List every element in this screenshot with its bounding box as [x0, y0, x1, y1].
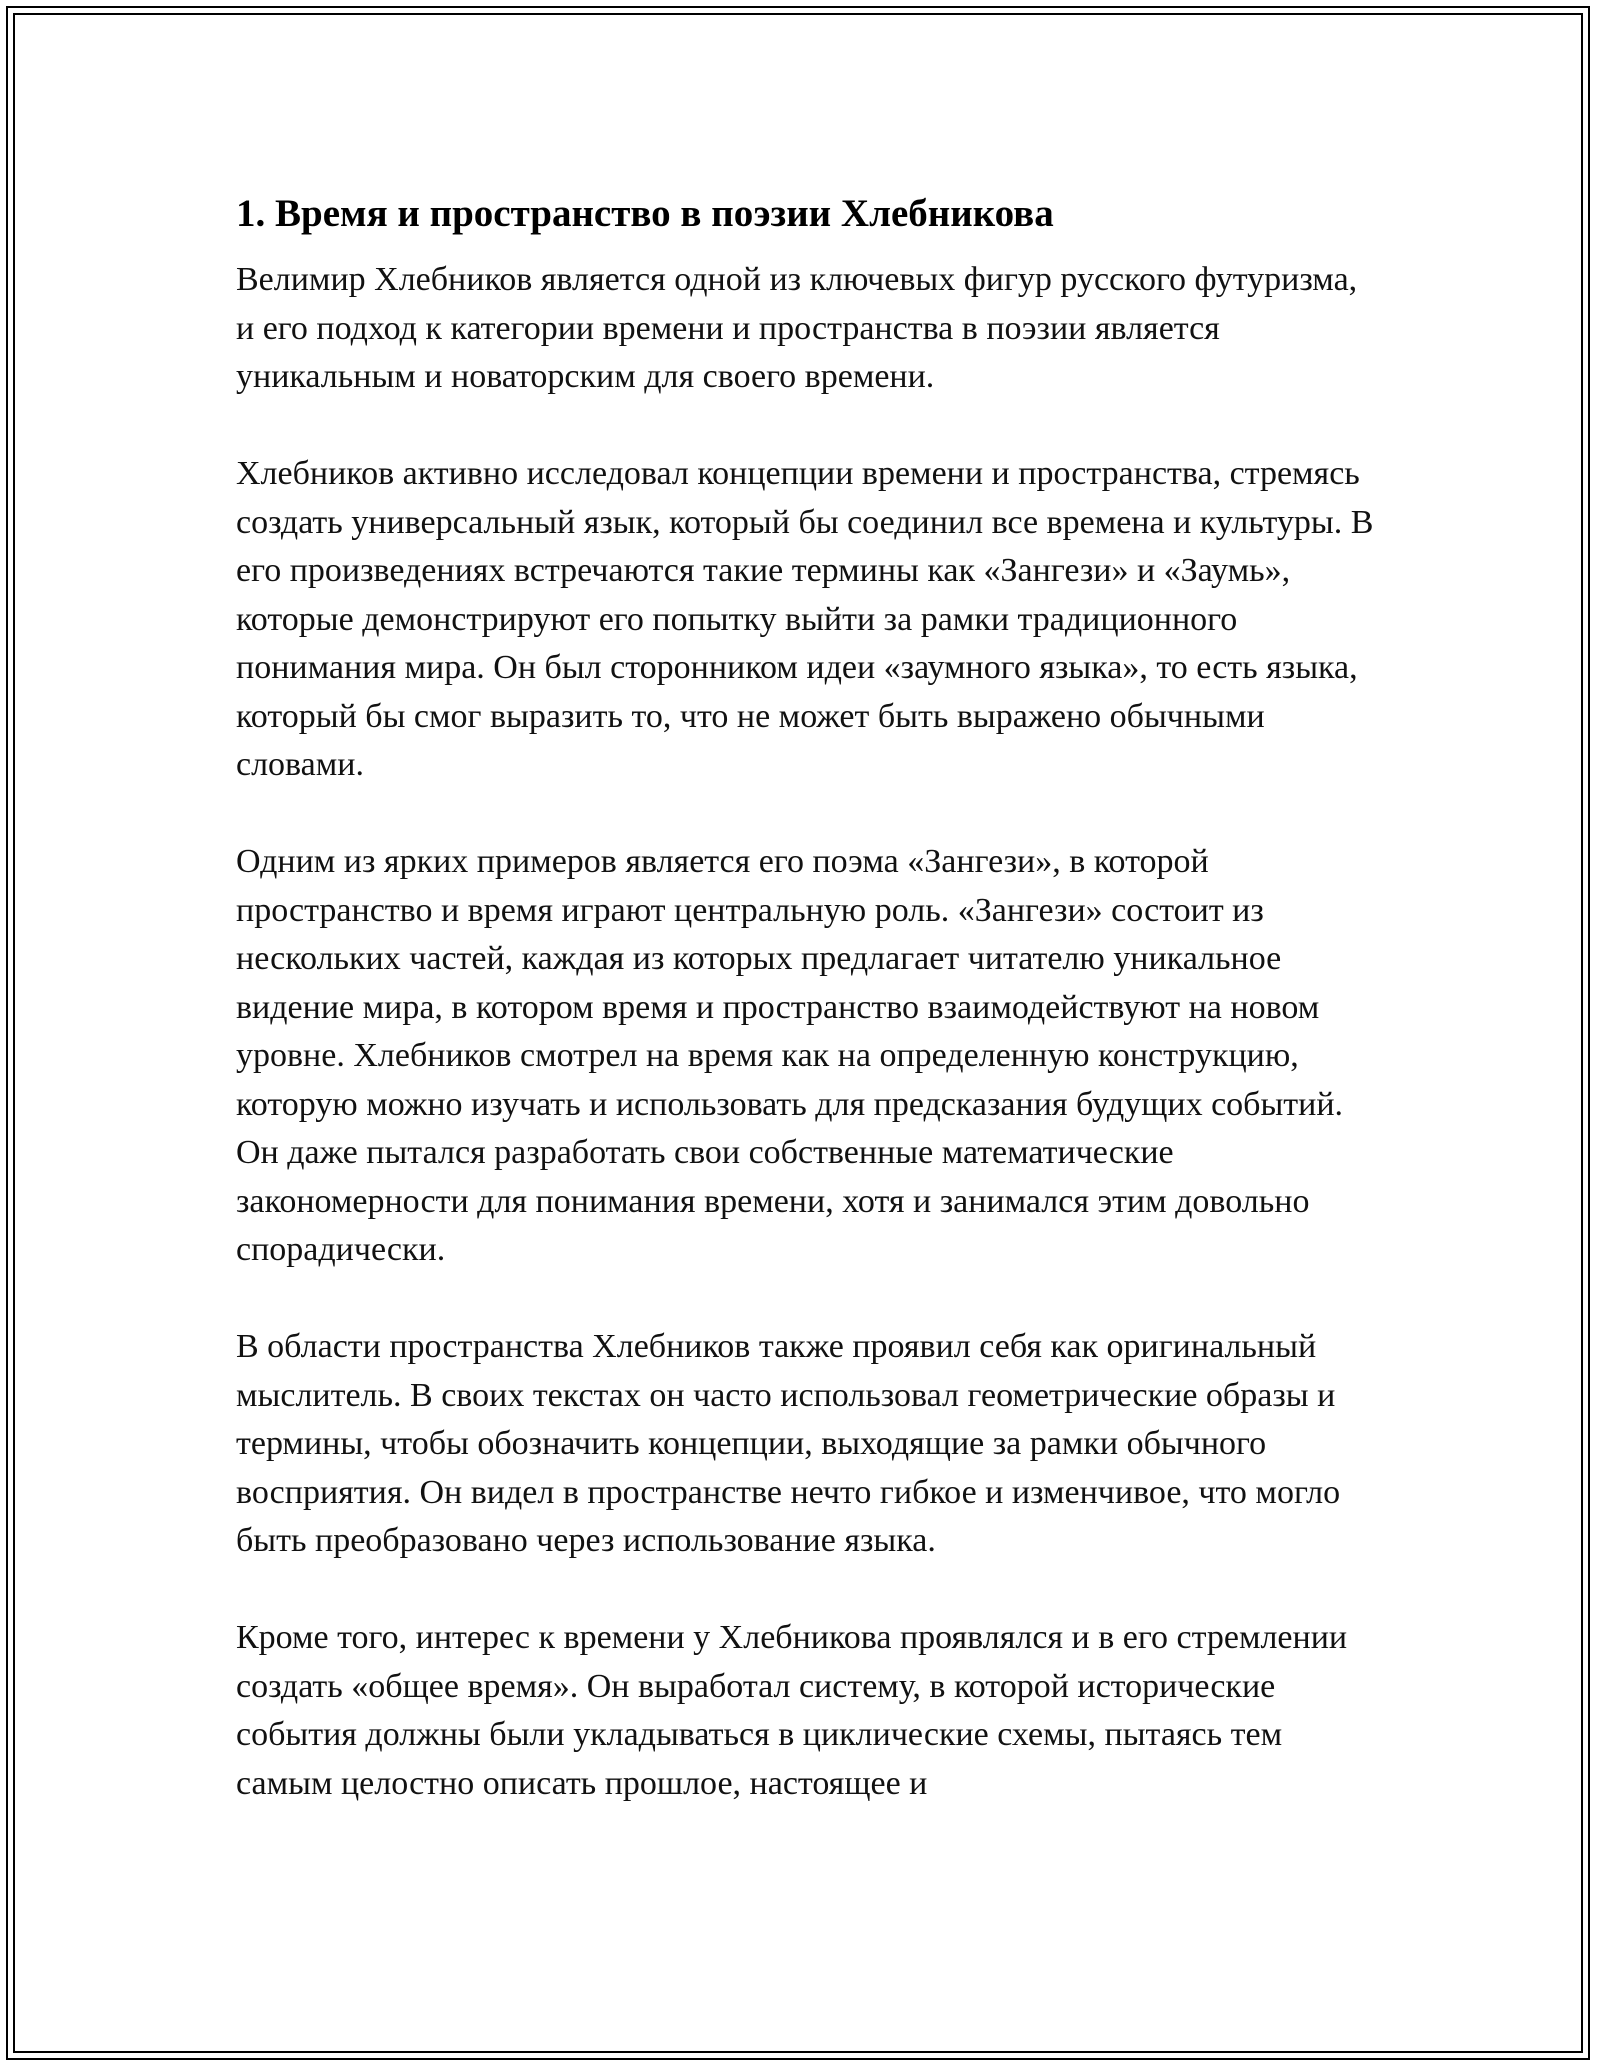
paragraph-4: В области пространства Хлебников также проявил себя как оригинальный мыслитель. В своих текстах он часто использовал геометрические образы и термины, чтобы обозначить концепции, выходящие за рамки обычного восприятия. Он видел в пространстве нечто гибкое и изменчивое, что могло быть преобразовано через использование языка. [236, 1328, 1341, 1559]
section-heading: 1. Время и пространство в поэзии Хлебникова [236, 192, 1054, 235]
paragraph-5: Кроме того, интерес к времени у Хлебникова проявлялся и в его стремлении создать «общее время». Он выработал систему, в которой исторические события должны были укладываться в циклические схемы, пытаясь тем самым целостно описать прошлое, настоящее и [236, 1619, 1348, 1802]
paragraph-2: Хлебников активно исследовал концепции времени и пространства, стремясь создать универсальный язык, который бы соединил все времена и культуры. В его произведениях встречаются такие термины как «Зангези» и «Заумь», которые демонстрируют его попытку выйти за рамки традиционного понимания мира. Он был сторонником идеи «заумного языка», то есть языка, который бы смог выразить то, что не может быть выражено обычными словами. [236, 455, 1374, 783]
paragraph-3: Одним из ярких примеров является его поэма «Зангези», в которой пространство и время играют центральную роль. «Зангези» состоит из нескольких частей, каждая из которых предлагает читателю уникальное видение мира, в котором время и пространство взаимодействуют на новом уровне. Хлебников смотрел на время как на определенную конструкцию, которую можно изучать и использовать для предсказания будущих событий. Он даже пытался разработать свои собственные математические закономерности для понимания времени, хотя и занимался этим довольно спорадически. [236, 843, 1344, 1268]
document-body [236, 180, 1376, 1857]
paragraph-1: Велимир Хлебников является одной из ключевых фигур русского футуризма, и его подход к категории времени и пространства в поэзии является уникальным и новаторским для своего времени. [236, 261, 1358, 395]
